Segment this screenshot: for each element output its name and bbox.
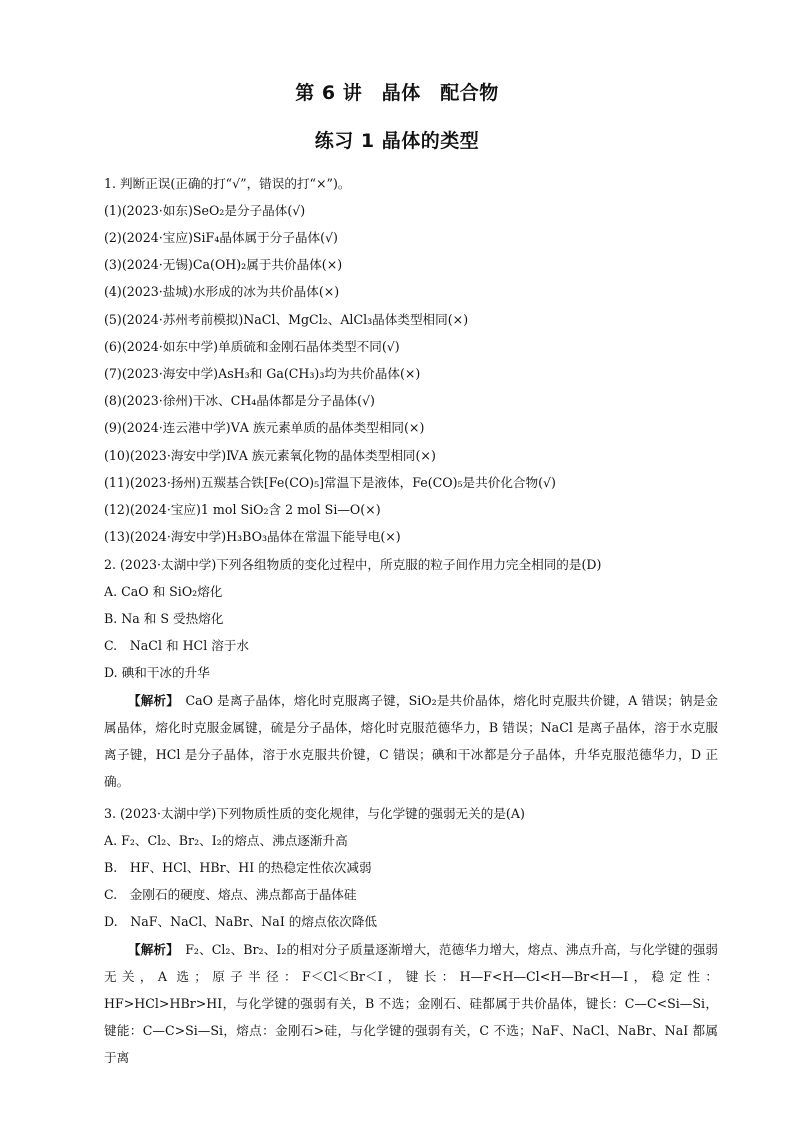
q1-item: (2)(2024·宝应)SiF₄晶体属于分子晶体(√) [104, 230, 338, 245]
q2-option-a: A. CaO 和 SiO₂熔化 [104, 584, 223, 599]
q1-item: (3)(2024·无锡)Ca(OH)₂属于共价晶体(×) [104, 257, 343, 272]
q1-item: (10)(2023·海安中学)ⅣA 族元素氧化物的晶体类型相同(×) [104, 448, 436, 463]
q1-item: (8)(2023·徐州)干冰、CH₄晶体都是分子晶体(√) [104, 393, 375, 408]
q1-item: (4)(2023·盐城)水形成的冰为共价晶体(×) [104, 284, 340, 299]
chapter-title: 第 6 讲 晶体 配合物 [295, 82, 499, 104]
analysis-text: F₂、Cl₂、Br₂、I₂的相对分子质量逐渐增大，范德华力增大，熔点、沸点升高，与化学键的强弱无关，A 选；原子半径：F＜Cl＜Br＜I，键长：H—F<H—Cl<H—Br<H—I，稳定性：HF>HCl>HBr>HI，与化学键的强弱有关，B 不选；金刚石、硅都属于共价晶体，键长：C—C<Si—Si，键能：C—C>Si—Si，熔点：金刚石>硅，与化学键的强弱有关，C 不选；NaF、NaCl、NaBr、NaI 都属于离 [104, 942, 719, 1065]
q3-stem: 3. (2023·太湖中学)下列物质性质的变化规律，与化学键的强弱无关的是(A) [104, 806, 525, 821]
analysis-label: 【解析】 [128, 942, 173, 957]
q1-item: (1)(2023·如东)SeO₂是分子晶体(√) [104, 203, 306, 218]
q2-analysis [104, 687, 718, 795]
q1-item: (12)(2024·宝应)1 mol SiO₂含 2 mol Si—O(×) [104, 502, 381, 517]
analysis-label: 【解析】 [128, 693, 173, 708]
q3-analysis [104, 936, 718, 1071]
q3-option-c: C. 金刚石的硬度、熔点、沸点都高于晶体硅 [104, 887, 357, 902]
analysis-text: CaO 是离子晶体，熔化时克服离子键，SiO₂是共价晶体，熔化时克服共价键，A 错误；钠是金属晶体，熔化时克服金属键，硫是分子晶体，熔化时克服范德华力，B 错误；NaCl 是离子晶体，溶于水克服离子键，HCl 是分子晶体，溶于水克服共价键，C 错误；碘和干冰都是分子晶体，升华克服范德华力，D 正确。 [104, 693, 718, 789]
q1-item: (9)(2024·连云港中学)ⅤA 族元素单质的晶体类型相同(×) [104, 420, 425, 435]
q3-option-d: D. NaF、NaCl、NaBr、NaI 的熔点依次降低 [104, 914, 377, 929]
q1-item: (6)(2024·如东中学)单质硫和金刚石晶体类型不同(√) [104, 339, 400, 354]
q2-option-d: D. 碘和干冰的升华 [104, 665, 210, 680]
q3-option-b: B. HF、HCl、HBr、HI 的热稳定性依次减弱 [104, 860, 372, 875]
q1-item: (13)(2024·海安中学)H₃BO₃晶体在常温下能导电(×) [104, 529, 401, 544]
q3-option-a: A. F₂、Cl₂、Br₂、I₂的熔点、沸点逐渐升高 [104, 833, 348, 848]
exercise-title: 练习 1 晶体的类型 [314, 130, 480, 152]
q2-option-c: C. NaCl 和 HCl 溶于水 [104, 638, 250, 653]
q1-item: (7)(2023·海安中学)AsH₃和 Ga(CH₃)₃均为共价晶体(×) [104, 366, 421, 381]
q2-stem: 2. (2023·太湖中学)下列各组物质的变化过程中，所克服的粒子间作用力完全相同的是(D) [104, 557, 602, 572]
q1-item: (5)(2024·苏州考前模拟)NaCl、MgCl₂、AlCl₃晶体类型相同(×) [104, 312, 469, 327]
q1-item: (11)(2023·扬州)五羰基合铁[Fe(CO)₅]常温下是液体，Fe(CO)₅是共价化合物(√) [104, 475, 556, 490]
q2-option-b: B. Na 和 S 受热熔化 [104, 611, 224, 626]
q1-stem: 1. 判断正误(正确的打“√”，错误的打“×”)。 [104, 176, 351, 191]
